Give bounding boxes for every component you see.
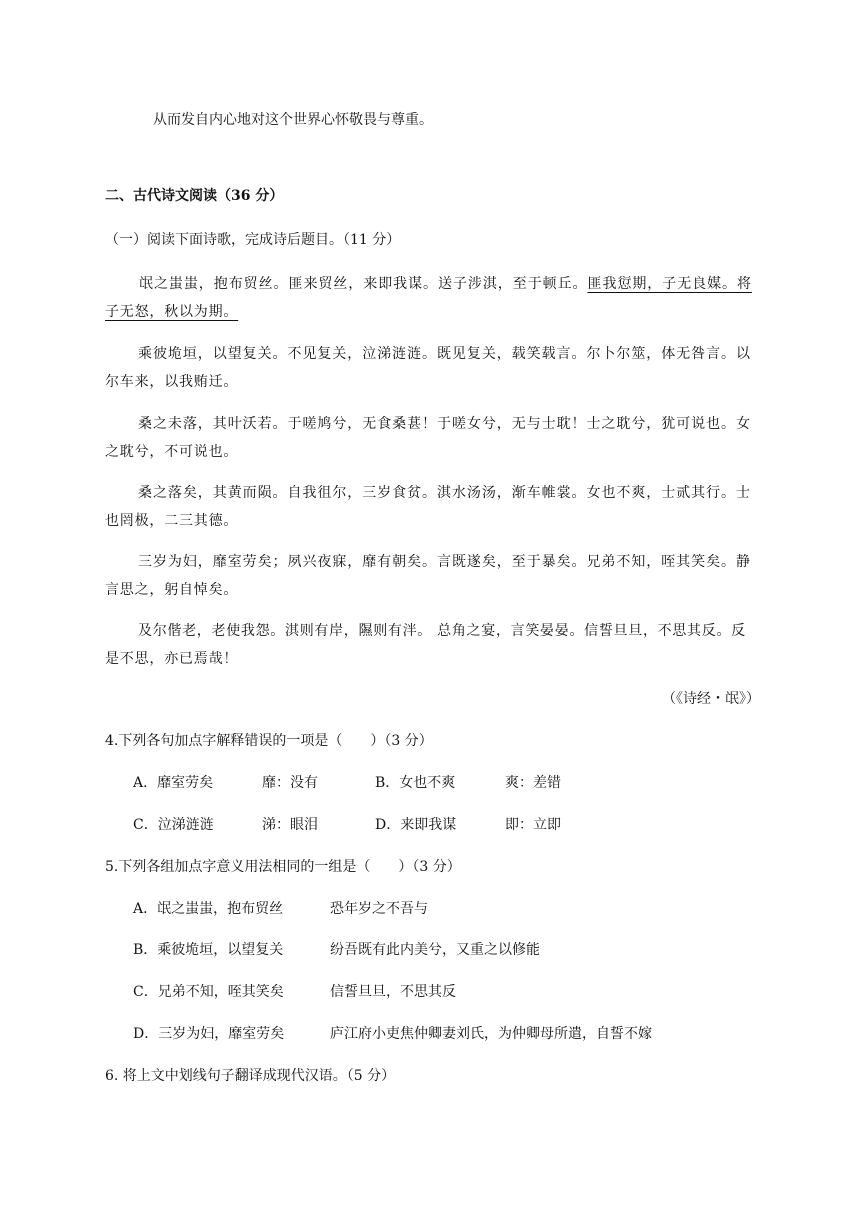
q4-option-b-sentence: B．女也不爽 bbox=[375, 775, 456, 791]
q4-option-c-sentence: C．泣涕涟涟 bbox=[133, 817, 214, 833]
poem-text: 氓之蚩蚩，抱布贸丝。匪来贸丝，来即我谋。送子涉淇，至于顿丘。 bbox=[139, 276, 588, 292]
poem-stanza-2-line-2: 尔车来，以我贿迁。 bbox=[105, 374, 239, 390]
poem-stanza-6-line-1: 及尔偕老，老使我怨。淇则有岸，隰则有泮。 总角之宴，言笑晏晏。信誓旦旦，不思其反。反 bbox=[138, 623, 746, 639]
question-4-stem: 4.下列各句加点字解释错误的一项是（ ）（3 分） bbox=[105, 733, 433, 749]
q5-option-c-right: 信誓旦旦，不思其反 bbox=[330, 984, 456, 1000]
poem-source: （《诗经・氓》） bbox=[662, 691, 760, 707]
poem-stanza-1-line-1 bbox=[105, 274, 757, 294]
q5-option-a-left: A．氓之蚩蚩，抱布贸丝 bbox=[133, 901, 284, 917]
poem-stanza-6-line-2: 是不思，亦已焉哉！ bbox=[105, 651, 239, 667]
poem-stanza-5-line-1: 三岁为妇，靡室劳矣；夙兴夜寐，靡有朝矣。言既遂矣，至于暴矣。兄弟不知，咥其笑矣。静 bbox=[138, 554, 751, 570]
poem-stanza-2-line-1: 乘彼垝垣，以望复关。不见复关，泣涕涟涟。既见复关，载笑载言。尔卜尔筮，体无咎言。以 bbox=[138, 346, 751, 362]
sub-heading: （一）阅读下面诗歌，完成诗后题目。（11 分） bbox=[105, 232, 401, 248]
underlined-sentence-cont: 子无怒，秋以为期。 bbox=[105, 304, 239, 320]
q5-option-b-right: 纷吾既有此内美兮，又重之以修能 bbox=[330, 942, 540, 958]
q5-option-d-left: D．三岁为妇，靡室劳矣 bbox=[133, 1026, 285, 1042]
q4-option-c-gloss: 涕：眼泪 bbox=[262, 817, 318, 833]
q4-option-a-sentence: A．靡室劳矣 bbox=[133, 775, 214, 791]
question-5-stem: 5.下列各组加点字意义用法相同的一组是（ ）（3 分） bbox=[105, 859, 461, 875]
poem-stanza-5-line-2: 言思之，躬自悼矣。 bbox=[105, 582, 239, 598]
q4-option-d-sentence: D．来即我谋 bbox=[375, 817, 457, 833]
question-6-stem: 6. 将上文中划线句子翻译成现代汉语。（5 分） bbox=[105, 1068, 396, 1084]
section-heading: 二、古代诗文阅读（36 分） bbox=[105, 188, 284, 204]
q5-option-d-right: 庐江府小吏焦仲卿妻刘氏，为仲卿母所遣，自誓不嫁 bbox=[330, 1026, 652, 1042]
q4-option-b-gloss: 爽：差错 bbox=[505, 775, 561, 791]
poem-stanza-4-line-1: 桑之落矣，其黄而陨。自我徂尔，三岁食贫。淇水汤汤，渐车帷裳。女也不爽，士贰其行。士 bbox=[138, 485, 751, 501]
q4-option-a-gloss: 靡：没有 bbox=[262, 775, 318, 791]
poem-stanza-3-line-2: 之耽兮，不可说也。 bbox=[105, 444, 239, 460]
poem-stanza-4-line-2: 也罔极，二三其德。 bbox=[105, 513, 239, 529]
q5-option-b-left: B．乘彼垝垣，以望复关 bbox=[133, 942, 284, 958]
q5-option-a-right: 恐年岁之不吾与 bbox=[330, 901, 428, 917]
underlined-sentence: 匪我愆期，子无良媒。将 bbox=[587, 276, 752, 292]
q5-option-c-left: C．兄弟不知，咥其笑矣 bbox=[133, 984, 284, 1000]
q4-option-d-gloss: 即：立即 bbox=[505, 817, 561, 833]
intro-tail-text: 从而发自内心地对这个世界心怀敬畏与尊重。 bbox=[153, 112, 433, 128]
poem-stanza-3-line-1: 桑之未落，其叶沃若。于嗟鸠兮，无食桑葚！于嗟女兮，无与士耽！士之耽兮，犹可说也。女 bbox=[138, 416, 751, 432]
